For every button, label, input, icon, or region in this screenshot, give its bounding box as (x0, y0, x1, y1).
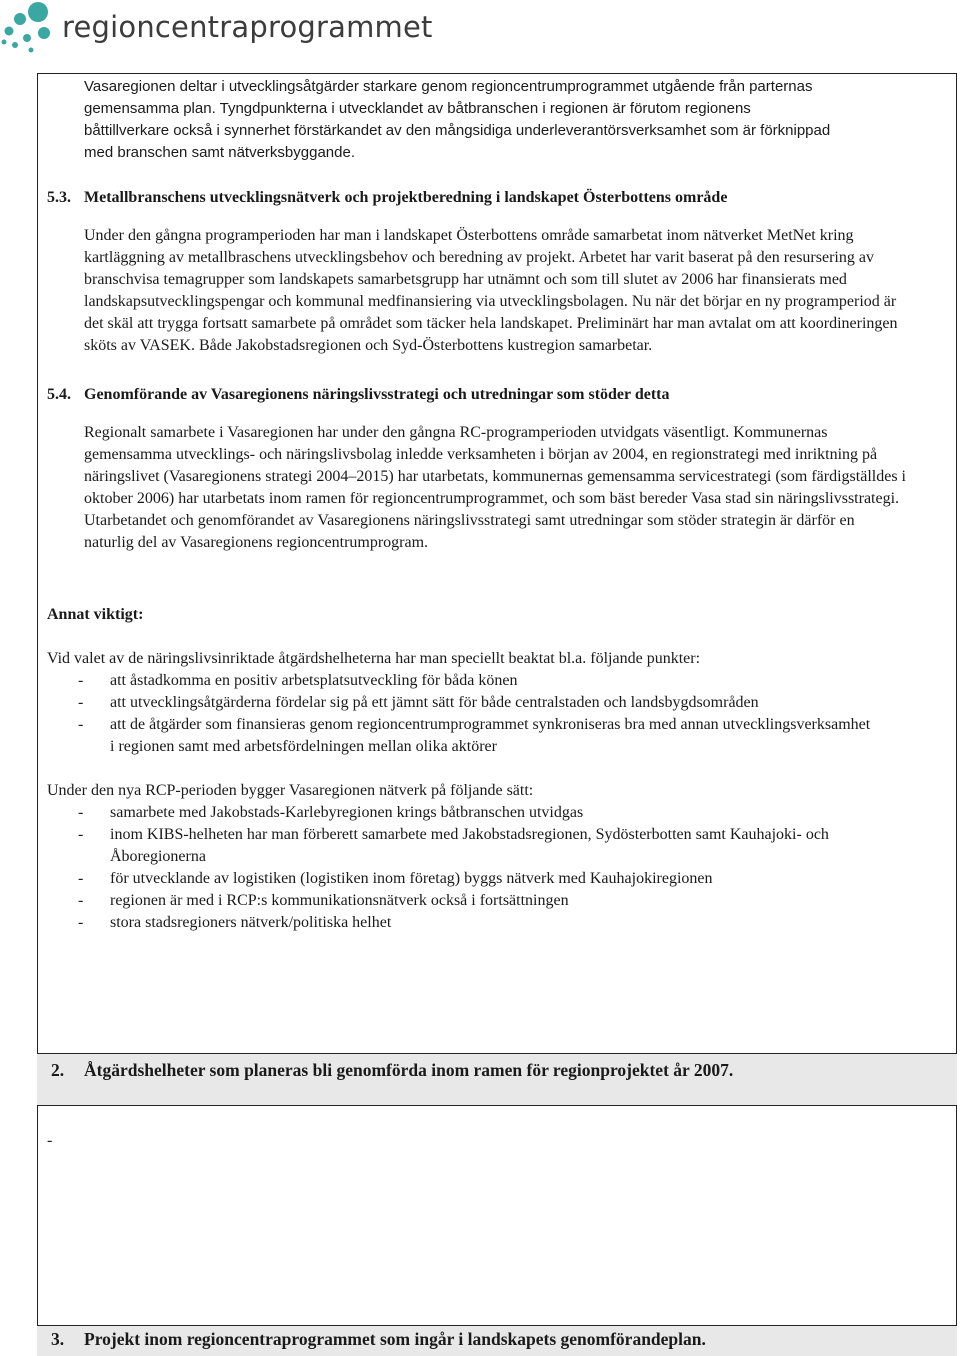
annat-intro-2: Under den nya RCP-perioden bygger Vasaregionen nätverk på följande sätt: (47, 782, 534, 799)
band-2-content: - (47, 1132, 53, 1149)
band-heading: Åtgärdshelheter som planeras bli genomförda inom ramen för regionprojektet år 2007. (84, 1060, 734, 1080)
band-number: 3. (51, 1329, 65, 1349)
list-item: - att åstadkomma en positiv arbetsplatsutveckling för båda könen (47, 670, 937, 692)
list-item: - för utvecklande av logistiken (logistiken inom företag) byggs nätverk med Kauhajokiregionen (47, 868, 937, 890)
section-5-3 (47, 187, 907, 373)
band-heading: Projekt inom regioncentraprogrammet som ingår i landskapets genomförandeplan. (84, 1329, 706, 1349)
logo (0, 0, 433, 56)
section-title: Genomförande av Vasaregionens näringslivsstrategi och utredningar som stöder detta (84, 386, 670, 403)
dash-bullet: - (78, 826, 84, 843)
logo-dots-icon (0, 0, 60, 56)
list-item: - stora stadsregioners nätverk/politiska helhet (47, 912, 937, 934)
dash-bullet: - (78, 914, 84, 931)
dash-bullet: - (78, 694, 84, 711)
list-item: - inom KIBS-helheten har man förberett samarbete med Jakobstadsregionen, Sydösterbotten samt Kauhajoki- och Åboregionerna (78, 826, 829, 865)
annat-viktigt-section (47, 604, 937, 934)
intro-line: Vasaregionen deltar i utvecklingsåtgärder starkare genom regioncentrumprogrammet utgående från parternas (84, 78, 813, 95)
band-number: 2. (51, 1060, 65, 1080)
intro-line: båttillverkare också i synnerhet förstärkandet av den mångsidiga underleverantörsverksamhet som är förknippad (84, 122, 831, 139)
band-title (51, 1329, 706, 1350)
section-text: Under den gångna programperioden har man i landskapet Österbottens område samarbetat inom nätverket MetNet kring kartläggning av metallbraschens utvecklingsbehov och beredning av projekt. Arbetet har varit baserat på den resursering av branschvisa temagrupper som landskapets samarbetsgrupp har utnämnt och som till slutet av 2006 har finansierats med landskapsutvecklingspengar och kommunal medfinansiering via utvecklingsbolagen. Nu när det börjar en ny programperiod är det skäl att trygga fortsatt samarbete på området som täcker hela landskapet. Preliminärt har man avtalat om att koordineringen sköts av VASEK. Både Jakobstadsregionen och Syd-Österbottens kustregion samarbetar. (84, 227, 898, 354)
section-number: 5.3. (47, 189, 71, 206)
section-5-4 (47, 384, 907, 570)
dash-bullet: - (78, 672, 84, 689)
section-number: 5.4. (47, 386, 71, 403)
logo-text: regioncentraprogrammet (62, 10, 433, 44)
band-title (51, 1060, 733, 1081)
section-band-2 (37, 1053, 957, 1106)
dash-bullet: - (78, 716, 84, 733)
section-text: Regionalt samarbete i Vasaregionen har under den gångna RC-programperioden utvidgats väsentligt. Kommunernas gemensamma utvecklings- och näringslivsbolag inledde verksamheten i början av 2004, en regionstrategi med inriktning på näringslivet (Vasaregionens strategi 2004–2015) har utarbetats, kommunernas gemensamma servicestrategi (som färdigställdes i oktober 2006) har utarbetats inom ramen för regioncentrumprogrammet, och som bäst bereder Vasa stad sin näringslivsstrategi. Utarbetandet och genomförandet av Vasaregionens näringslivsstrategi samt utredningar som stöder strategin är därför en naturlig del av Vasaregionens regioncentrumprogram. (84, 424, 906, 551)
dash-bullet: - (78, 870, 84, 887)
annat-intro-1: Vid valet av de näringslivsinriktade åtgärdshelheterna har man speciellt beaktat bl.a. följande punkter: (47, 650, 701, 667)
dash-bullet: - (78, 892, 84, 909)
intro-paragraph (84, 76, 944, 164)
list-item: - regionen är med i RCP:s kommunikationsnätverk också i fortsättningen (47, 890, 937, 912)
intro-line: gemensamma plan. Tyngdpunkterna i utvecklandet av båtbranschen i regionen är förutom regionens (84, 100, 751, 117)
list-item: - samarbete med Jakobstads-Karlebyregionen krings båtbranschen utvidgas (47, 802, 937, 824)
bullet-list-2 (47, 802, 937, 934)
list-item: - att de åtgärder som finansieras genom regioncentrumprogrammet synkroniseras bra med annan utvecklingsverksamhet i regionen samt med arbetsfördelningen mellan olika aktörer (78, 716, 871, 755)
list-item: - att utvecklingsåtgärderna fördelar sig på ett jämnt sätt för både centralstaden och landsbygdsområden (47, 692, 937, 714)
section-band-3 (37, 1325, 957, 1356)
intro-line: med branschen samt nätverksbyggande. (84, 144, 355, 161)
dash-bullet: - (78, 804, 84, 821)
section-title: Metallbranschens utvecklingsnätverk och projektberedning i landskapet Österbottens område (84, 189, 728, 206)
bullet-list-1 (47, 670, 937, 758)
annat-heading: Annat viktigt: (47, 606, 144, 623)
